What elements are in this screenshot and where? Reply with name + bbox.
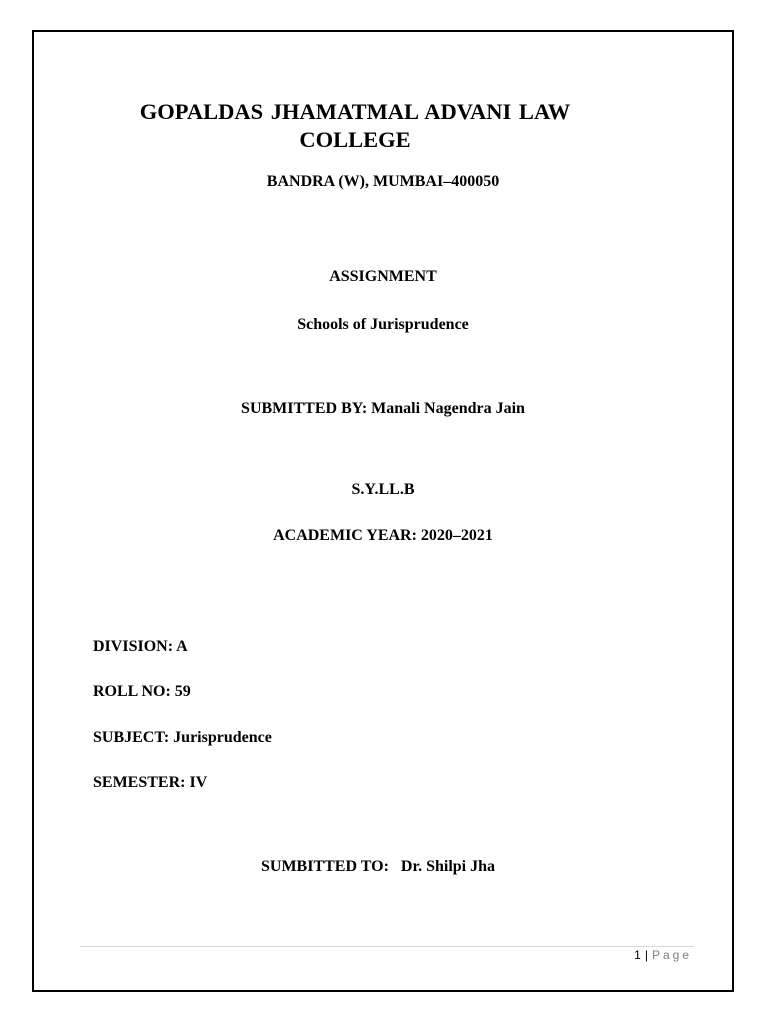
- submitted-to: SUMBITTED TO: Dr. Shilpi Jha: [261, 858, 496, 875]
- semester: SEMESTER: IV: [93, 774, 208, 791]
- page-label: Page: [651, 948, 692, 962]
- footer-separator: |: [644, 948, 649, 962]
- class-name: S.Y.LL.B: [351, 481, 415, 498]
- footer-rule: [80, 946, 694, 947]
- page-footer: [634, 948, 692, 962]
- assignment-label: ASSIGNMENT: [329, 268, 437, 285]
- subject: SUBJECT: Jurisprudence: [93, 729, 272, 746]
- college-name: GOPALDAS JHAMATMAL ADVANI LAW COLLEGE: [139, 99, 571, 152]
- assignment-topic: Schools of Jurisprudence: [297, 316, 469, 333]
- page-number: 1: [634, 948, 642, 962]
- college-address: BANDRA (W), MUMBAI–400050: [266, 173, 500, 190]
- academic-year: ACADEMIC YEAR: 2020–2021: [273, 527, 493, 544]
- roll-number: ROLL NO: 59: [93, 683, 191, 700]
- division: DIVISION: A: [93, 638, 188, 655]
- submitted-by: SUBMITTED BY: Manali Nagendra Jain: [241, 400, 525, 417]
